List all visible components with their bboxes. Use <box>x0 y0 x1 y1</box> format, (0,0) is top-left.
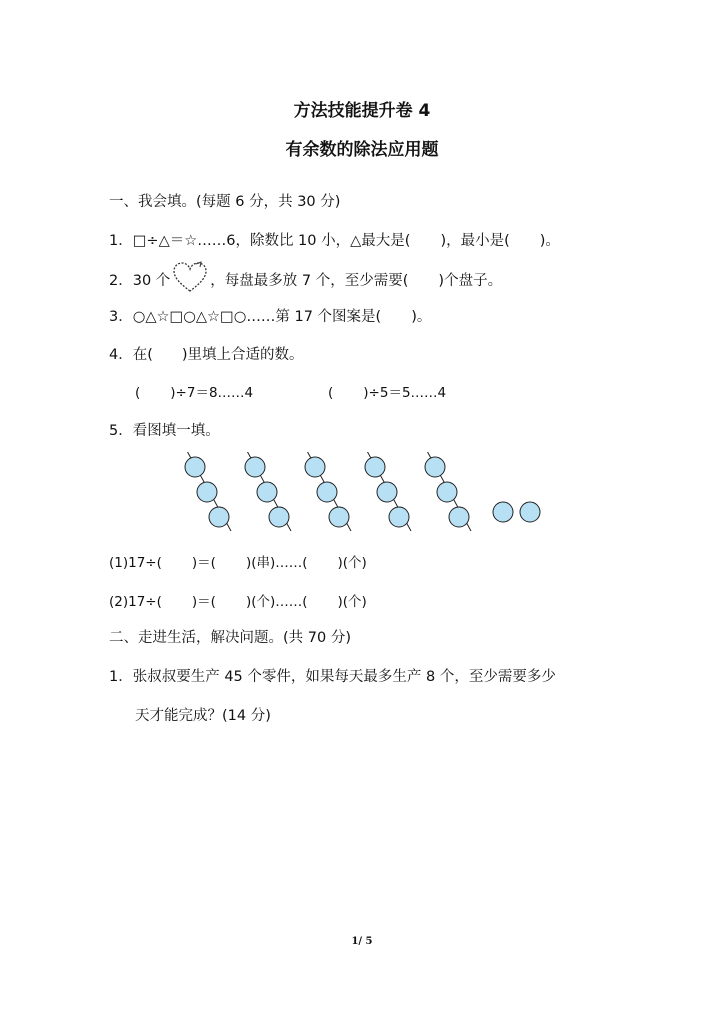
fill-line-1 <box>109 553 367 573</box>
bead <box>257 482 277 502</box>
question-3 <box>109 307 431 327</box>
bead <box>317 482 337 502</box>
equation-1 <box>135 383 253 403</box>
bead <box>389 507 409 527</box>
loose-bead <box>520 502 540 522</box>
question-1-text-b: )，最小是( <box>440 233 510 249</box>
bead <box>365 457 385 477</box>
equation-1-open: ( <box>135 385 141 401</box>
question-5: 5．看图填一填。 <box>109 423 220 439</box>
bead <box>269 507 289 527</box>
equation-1-rest: )÷7＝8……4 <box>170 385 254 401</box>
question-1 <box>109 231 560 251</box>
question-1-text-a: 1．□÷△＝☆……6，除数比 10 小，△最大是( <box>109 233 411 249</box>
page-title: 方法技能提升卷 4 <box>293 101 431 121</box>
question-2-text-a: 2．30 个 <box>109 273 171 289</box>
fill-line-2-d: )(个) <box>337 594 367 610</box>
question-4: 4．在( )里填上合适的数。 <box>109 347 304 363</box>
bead <box>425 457 445 477</box>
bead <box>329 507 349 527</box>
section1-heading: 一、我会填。(每题 6 分，共 30 分) <box>109 194 341 210</box>
bead <box>185 457 205 477</box>
fill-line-2-c: )(个)……( <box>245 594 308 610</box>
bead <box>209 507 229 527</box>
page-number: 1/ 5 <box>351 936 373 947</box>
loose-bead <box>493 502 513 522</box>
question-1-text-c: )。 <box>539 233 560 249</box>
equation-2 <box>328 383 446 403</box>
fill-line-1-c: )(串)……( <box>245 555 308 571</box>
bead <box>437 482 457 502</box>
section2-heading: 二、走进生活，解决问题。(共 70 分) <box>109 630 351 646</box>
page-subtitle: 有余数的除法应用题 <box>285 140 439 160</box>
bead <box>305 457 325 477</box>
fill-line-2-a: (2)17÷( <box>109 594 162 610</box>
question-2 <box>109 269 502 293</box>
question-2-text-c: )个盘子。 <box>438 273 503 289</box>
problem-1-line-2: 天才能完成？(14 分) <box>135 708 271 724</box>
fill-line-2 <box>109 592 367 612</box>
fill-line-1-a: (1)17÷( <box>109 555 162 571</box>
equation-2-rest: )÷5＝5……4 <box>363 385 447 401</box>
bead <box>245 457 265 477</box>
fill-line-1-b: )＝( <box>191 555 216 571</box>
question-2-text-b: ，每盘最多放 7 个，至少需要( <box>210 273 409 289</box>
question-3-text-a: 3．○△☆□○△☆□○……第 17 个图案是( <box>109 309 382 325</box>
bead-strings-figure <box>180 452 550 536</box>
problem-1-line-1: 1．张叔叔要生产 45 个零件，如果每天最多生产 8 个，至少需要多少 <box>109 669 556 685</box>
fill-line-1-d: )(个) <box>337 555 367 571</box>
bead <box>377 482 397 502</box>
bead <box>449 507 469 527</box>
equation-2-open: ( <box>328 385 334 401</box>
question-3-text-b: )。 <box>411 309 432 325</box>
bead <box>197 482 217 502</box>
fill-line-2-b: )＝( <box>191 594 216 610</box>
heart-icon <box>172 261 208 293</box>
